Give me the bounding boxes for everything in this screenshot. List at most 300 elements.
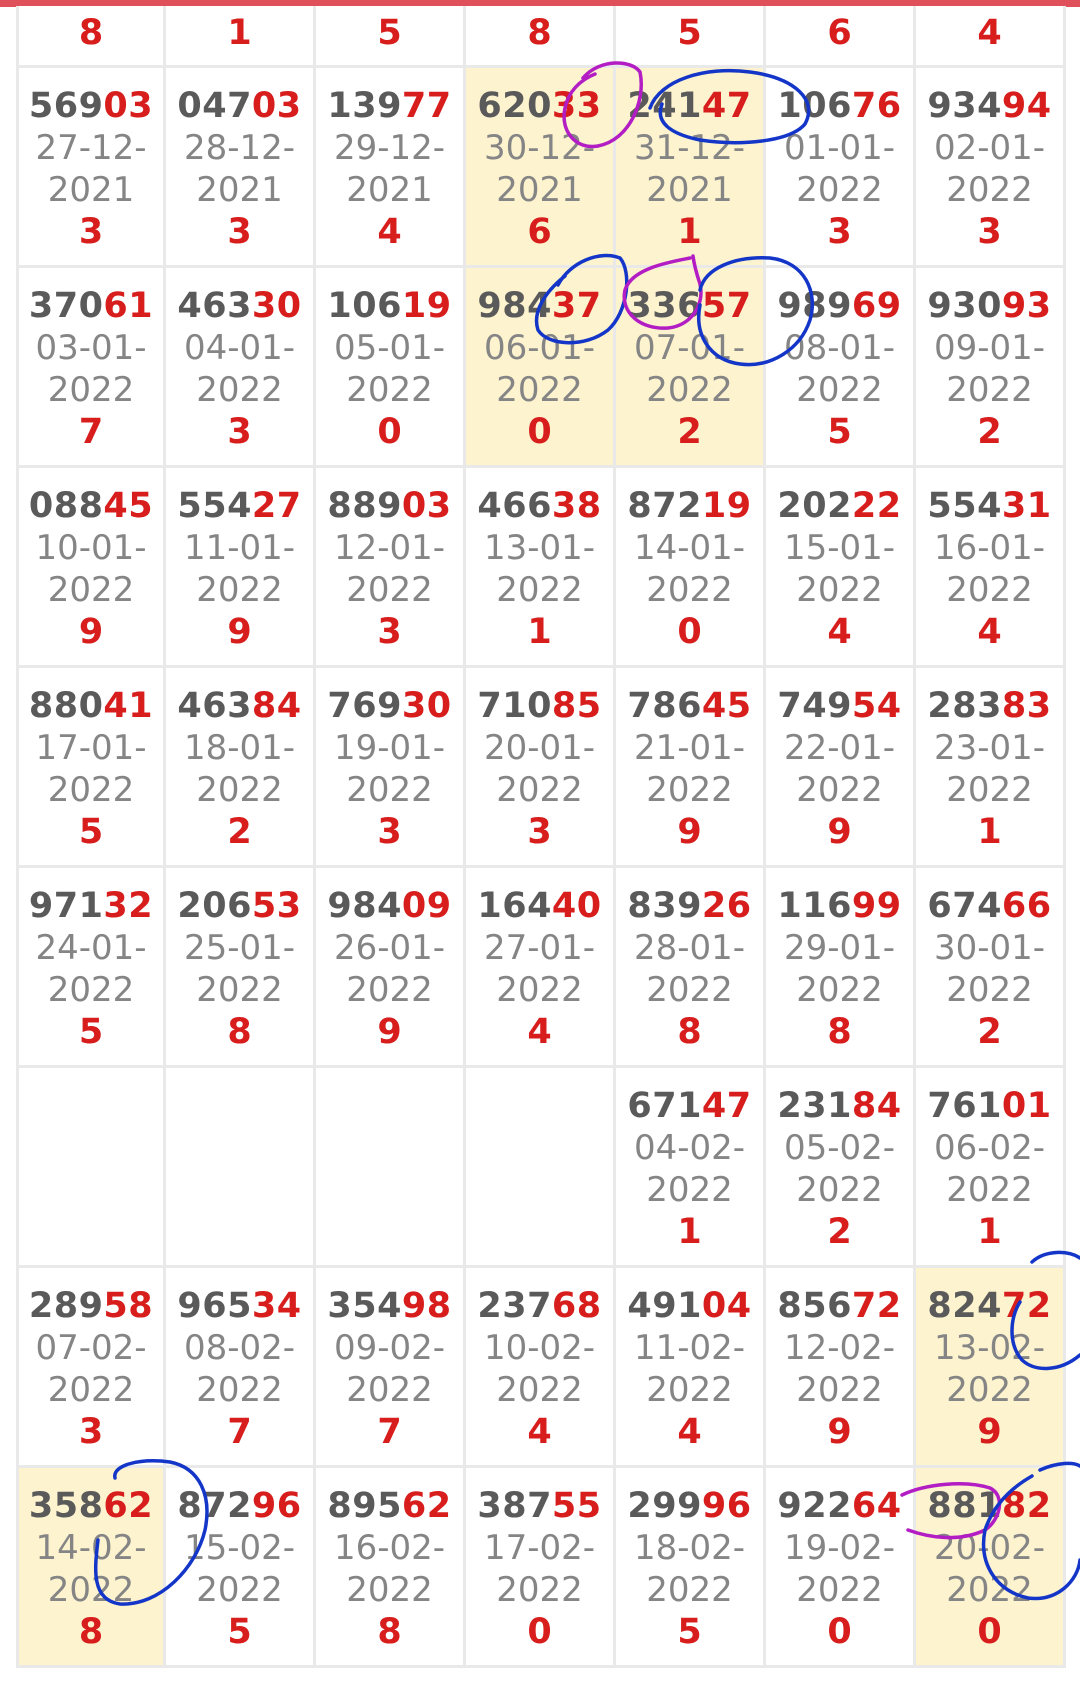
draw-year: 2022 — [946, 769, 1033, 810]
draw-date: 16-02- — [333, 1527, 446, 1568]
draw-date: 02-01- — [933, 127, 1046, 168]
result-digit: 0 — [527, 1611, 552, 1652]
result-digit: 5 — [677, 1611, 702, 1652]
draw-date: 03-01- — [35, 327, 147, 368]
result-digit: 4 — [527, 1011, 552, 1052]
result-digit: 9 — [677, 811, 702, 852]
result-cell — [766, 1468, 916, 1668]
result-digit: 9 — [227, 611, 252, 652]
result-cell — [16, 1468, 166, 1668]
draw-number — [477, 485, 601, 527]
number-suffix: 30 — [401, 685, 452, 726]
result-digit: 3 — [977, 211, 1002, 252]
draw-year: 2022 — [796, 969, 883, 1010]
empty-cell — [466, 1068, 616, 1268]
draw-date: 21-01- — [633, 727, 746, 768]
draw-number — [477, 85, 601, 127]
draw-number — [777, 285, 901, 327]
draw-date: 06-02- — [933, 1127, 1046, 1168]
draw-year: 2022 — [646, 1569, 733, 1610]
result-digit: 5 — [227, 1611, 252, 1652]
result-digit: 5 — [677, 13, 702, 53]
number-prefix: 088 — [28, 485, 104, 526]
draw-year: 2022 — [196, 1369, 283, 1410]
number-suffix: 94 — [1001, 85, 1052, 126]
top-row-cell — [316, 6, 466, 68]
draw-year: 2022 — [496, 769, 583, 810]
number-suffix: 99 — [851, 885, 902, 926]
result-digit: 4 — [377, 211, 402, 252]
draw-number — [177, 285, 301, 327]
empty-cell — [316, 1068, 466, 1268]
number-prefix: 116 — [777, 885, 852, 926]
draw-number — [927, 285, 1051, 327]
draw-date: 13-01- — [483, 527, 596, 568]
number-suffix: 98 — [401, 1285, 452, 1326]
result-cell — [766, 1268, 916, 1468]
number-prefix: 710 — [477, 685, 552, 726]
number-suffix: 62 — [103, 1485, 154, 1526]
draw-date: 18-02- — [633, 1527, 746, 1568]
draw-year: 2022 — [496, 569, 583, 610]
draw-date: 10-02- — [483, 1327, 596, 1368]
draw-number — [777, 685, 901, 727]
number-suffix: 72 — [851, 1285, 902, 1326]
result-cell — [616, 668, 766, 868]
draw-year: 2022 — [646, 569, 733, 610]
result-digit: 7 — [377, 1411, 402, 1452]
draw-year: 2022 — [346, 969, 433, 1010]
result-cell — [766, 68, 916, 268]
draw-date: 08-02- — [183, 1327, 296, 1368]
draw-number — [927, 1485, 1051, 1527]
draw-date: 20-01- — [483, 727, 596, 768]
number-prefix: 241 — [627, 85, 702, 126]
number-suffix: 19 — [401, 285, 452, 326]
draw-number — [327, 85, 451, 127]
draw-date: 14-02- — [35, 1527, 147, 1568]
number-prefix: 554 — [927, 485, 1002, 526]
result-digit: 2 — [227, 811, 252, 852]
draw-date: 08-01- — [783, 327, 896, 368]
result-digit: 4 — [827, 611, 852, 652]
result-digit: 6 — [527, 211, 552, 252]
result-digit: 0 — [677, 611, 702, 652]
number-prefix: 164 — [477, 885, 552, 926]
number-prefix: 491 — [627, 1285, 702, 1326]
result-digit: 2 — [977, 1011, 1002, 1052]
draw-year: 2021 — [196, 169, 283, 210]
result-digit: 0 — [377, 411, 402, 452]
number-prefix: 354 — [327, 1285, 402, 1326]
draw-date: 16-01- — [933, 527, 1046, 568]
number-prefix: 336 — [627, 285, 702, 326]
number-suffix: 84 — [251, 685, 302, 726]
draw-year: 2021 — [346, 169, 433, 210]
number-prefix: 895 — [327, 1485, 402, 1526]
draw-year: 2022 — [646, 1369, 733, 1410]
result-cell — [16, 268, 166, 468]
draw-number — [327, 685, 451, 727]
number-suffix: 84 — [851, 1085, 902, 1126]
number-suffix: 85 — [551, 685, 602, 726]
empty-cell — [166, 1068, 316, 1268]
number-suffix: 61 — [103, 285, 154, 326]
draw-number — [29, 485, 153, 527]
result-cell — [316, 268, 466, 468]
result-cell — [766, 268, 916, 468]
result-cell — [166, 268, 316, 468]
draw-number — [927, 885, 1051, 927]
result-digit: 8 — [78, 1611, 104, 1652]
result-digit: 1 — [227, 13, 252, 53]
draw-date: 14-01- — [633, 527, 746, 568]
draw-year: 2021 — [496, 169, 583, 210]
draw-year: 2022 — [946, 569, 1033, 610]
draw-number — [327, 1485, 451, 1527]
result-cell — [166, 468, 316, 668]
result-cell — [466, 1468, 616, 1668]
number-suffix: 33 — [551, 85, 602, 126]
draw-year: 2022 — [196, 1569, 283, 1610]
result-cell — [916, 68, 1066, 268]
result-digit: 9 — [377, 1011, 402, 1052]
draw-year: 2022 — [496, 369, 583, 410]
draw-number — [777, 1485, 901, 1527]
top-row-cell — [166, 6, 316, 68]
draw-year: 2022 — [646, 969, 733, 1010]
draw-number — [627, 685, 751, 727]
draw-year: 2022 — [196, 369, 283, 410]
result-cell — [616, 468, 766, 668]
top-row-cell — [616, 6, 766, 68]
draw-number — [177, 1485, 301, 1527]
result-cell — [166, 1468, 316, 1668]
result-digit: 3 — [78, 1411, 104, 1452]
draw-number — [627, 85, 751, 127]
result-digit: 1 — [527, 611, 552, 652]
draw-year: 2022 — [346, 369, 433, 410]
result-digit: 7 — [78, 411, 104, 452]
draw-number — [477, 885, 601, 927]
draw-year: 2022 — [496, 1569, 583, 1610]
result-digit: 3 — [227, 211, 252, 252]
result-cell — [16, 1268, 166, 1468]
result-cell — [166, 868, 316, 1068]
result-cell — [766, 1068, 916, 1268]
number-suffix: 19 — [701, 485, 752, 526]
draw-number — [627, 1485, 751, 1527]
result-cell — [616, 1468, 766, 1668]
empty-cell — [16, 1068, 166, 1268]
draw-date: 10-01- — [35, 527, 147, 568]
draw-year: 2022 — [946, 969, 1033, 1010]
draw-date: 05-01- — [333, 327, 446, 368]
result-digit: 8 — [377, 1611, 402, 1652]
result-digit: 2 — [827, 1211, 852, 1252]
result-digit: 8 — [677, 1011, 702, 1052]
number-suffix: 55 — [551, 1485, 602, 1526]
draw-date: 12-02- — [783, 1327, 896, 1368]
number-prefix: 139 — [327, 85, 402, 126]
result-digit: 3 — [227, 411, 252, 452]
draw-number — [29, 685, 153, 727]
draw-date: 19-02- — [783, 1527, 896, 1568]
draw-year: 2022 — [796, 769, 883, 810]
number-prefix: 761 — [927, 1085, 1002, 1126]
draw-date: 19-01- — [333, 727, 446, 768]
result-digit: 8 — [827, 1011, 852, 1052]
draw-year: 2022 — [496, 1369, 583, 1410]
number-prefix: 989 — [777, 285, 852, 326]
draw-year: 2022 — [796, 569, 883, 610]
result-cell — [466, 1268, 616, 1468]
number-prefix: 289 — [28, 1285, 104, 1326]
draw-year: 2022 — [796, 1169, 883, 1210]
number-prefix: 934 — [927, 85, 1002, 126]
number-prefix: 106 — [777, 85, 852, 126]
draw-date: 30-01- — [933, 927, 1046, 968]
draw-date: 29-01- — [783, 927, 896, 968]
number-prefix: 971 — [28, 885, 104, 926]
result-digit: 9 — [977, 1411, 1002, 1452]
draw-number — [777, 885, 901, 927]
result-cell — [616, 868, 766, 1068]
draw-date: 04-02- — [633, 1127, 746, 1168]
result-digit: 8 — [227, 1011, 252, 1052]
draw-year: 2022 — [47, 369, 135, 410]
number-suffix: 93 — [1001, 285, 1052, 326]
number-suffix: 45 — [701, 685, 752, 726]
result-cell — [616, 1068, 766, 1268]
number-suffix: 26 — [701, 885, 752, 926]
draw-year: 2022 — [946, 1369, 1033, 1410]
number-suffix: 57 — [701, 285, 752, 326]
draw-date: 22-01- — [783, 727, 896, 768]
result-digit: 0 — [827, 1611, 852, 1652]
number-suffix: 31 — [1001, 485, 1052, 526]
draw-date: 27-01- — [483, 927, 596, 968]
result-cell — [316, 868, 466, 1068]
draw-number — [777, 85, 901, 127]
number-suffix: 96 — [701, 1485, 752, 1526]
result-digit: 1 — [677, 211, 702, 252]
number-prefix: 769 — [327, 685, 402, 726]
draw-date: 13-02- — [933, 1327, 1046, 1368]
result-cell — [616, 68, 766, 268]
draw-number — [327, 285, 451, 327]
number-suffix: 40 — [551, 885, 602, 926]
number-suffix: 68 — [551, 1285, 602, 1326]
result-digit: 5 — [377, 13, 402, 53]
draw-number — [777, 1285, 901, 1327]
number-suffix: 64 — [851, 1485, 902, 1526]
result-cell — [766, 868, 916, 1068]
result-cell — [916, 868, 1066, 1068]
draw-year: 2022 — [47, 769, 135, 810]
number-prefix: 466 — [477, 485, 552, 526]
result-digit: 3 — [527, 811, 552, 852]
draw-number — [177, 685, 301, 727]
number-prefix: 358 — [28, 1485, 104, 1526]
result-digit: 5 — [78, 1011, 104, 1052]
result-cell — [316, 668, 466, 868]
result-digit: 3 — [377, 811, 402, 852]
draw-number — [627, 885, 751, 927]
result-digit: 2 — [977, 411, 1002, 452]
result-digit: 9 — [827, 1411, 852, 1452]
draw-year: 2022 — [646, 369, 733, 410]
result-cell — [466, 68, 616, 268]
draw-date: 31-12- — [633, 127, 746, 168]
result-cell — [916, 1068, 1066, 1268]
result-digit: 1 — [977, 811, 1002, 852]
number-suffix: 77 — [401, 85, 452, 126]
result-digit: 1 — [977, 1211, 1002, 1252]
draw-number — [29, 85, 153, 127]
draw-number — [777, 485, 901, 527]
number-suffix: 34 — [251, 1285, 302, 1326]
draw-number — [627, 485, 751, 527]
result-cell — [166, 668, 316, 868]
draw-number — [627, 1085, 751, 1127]
draw-date: 17-02- — [483, 1527, 596, 1568]
top-row-cell — [766, 6, 916, 68]
result-cell — [316, 1268, 466, 1468]
result-cell — [466, 868, 616, 1068]
number-suffix: 47 — [701, 85, 752, 126]
number-suffix: 09 — [401, 885, 452, 926]
result-cell — [916, 668, 1066, 868]
draw-number — [177, 885, 301, 927]
draw-number — [177, 485, 301, 527]
number-suffix: 47 — [701, 1085, 752, 1126]
draw-year: 2022 — [946, 369, 1033, 410]
draw-date: 06-01- — [483, 327, 596, 368]
draw-year: 2022 — [796, 169, 883, 210]
draw-date: 27-12- — [35, 127, 147, 168]
number-suffix: 69 — [851, 285, 902, 326]
draw-date: 26-01- — [333, 927, 446, 968]
number-suffix: 45 — [103, 485, 154, 526]
number-suffix: 22 — [851, 485, 902, 526]
draw-date: 29-12- — [333, 127, 446, 168]
number-suffix: 03 — [251, 85, 302, 126]
result-digit: 4 — [527, 1411, 552, 1452]
draw-number — [477, 1285, 601, 1327]
result-digit: 0 — [977, 1611, 1002, 1652]
result-digit: 3 — [78, 211, 104, 252]
draw-date: 04-01- — [183, 327, 296, 368]
number-suffix: 38 — [551, 485, 602, 526]
draw-year: 2022 — [346, 1569, 433, 1610]
result-digit: 8 — [527, 13, 552, 53]
draw-date: 12-01- — [333, 527, 446, 568]
result-cell — [916, 1468, 1066, 1668]
number-prefix: 965 — [177, 1285, 252, 1326]
number-suffix: 58 — [103, 1285, 154, 1326]
number-prefix: 880 — [28, 685, 104, 726]
draw-date: 24-01- — [35, 927, 147, 968]
result-cell — [466, 468, 616, 668]
draw-number — [477, 1485, 601, 1527]
draw-year: 2022 — [496, 969, 583, 1010]
number-suffix: 54 — [851, 685, 902, 726]
draw-number — [777, 1085, 901, 1127]
result-cell — [16, 668, 166, 868]
draw-year: 2022 — [196, 569, 283, 610]
result-digit: 5 — [827, 411, 852, 452]
top-row-cell — [16, 6, 166, 68]
number-prefix: 922 — [777, 1485, 852, 1526]
draw-year: 2022 — [47, 569, 135, 610]
draw-year: 2021 — [47, 169, 135, 210]
number-prefix: 749 — [777, 685, 852, 726]
number-suffix: 30 — [251, 285, 302, 326]
result-cell — [16, 68, 166, 268]
result-cell — [16, 468, 166, 668]
result-cell — [916, 468, 1066, 668]
result-cell — [766, 668, 916, 868]
result-digit: 4 — [677, 1411, 702, 1452]
draw-number — [29, 1285, 153, 1327]
draw-year: 2022 — [47, 1369, 135, 1410]
number-suffix: 62 — [401, 1485, 452, 1526]
result-digit: 4 — [977, 13, 1002, 53]
number-suffix: 37 — [551, 285, 602, 326]
result-digit: 1 — [677, 1211, 702, 1252]
number-suffix: 27 — [251, 485, 302, 526]
top-row-cell — [916, 6, 1066, 68]
draw-date: 07-02- — [35, 1327, 147, 1368]
number-prefix: 872 — [627, 485, 702, 526]
number-prefix: 984 — [327, 885, 402, 926]
number-prefix: 206 — [177, 885, 252, 926]
number-prefix: 387 — [477, 1485, 552, 1526]
draw-date: 09-02- — [333, 1327, 446, 1368]
draw-number — [327, 1285, 451, 1327]
result-digit: 0 — [527, 411, 552, 452]
draw-date: 15-02- — [183, 1527, 296, 1568]
number-prefix: 984 — [477, 285, 552, 326]
draw-number — [29, 885, 153, 927]
number-prefix: 463 — [177, 285, 252, 326]
result-cell — [166, 1268, 316, 1468]
number-prefix: 786 — [627, 685, 702, 726]
result-digit: 4 — [977, 611, 1002, 652]
number-prefix: 671 — [627, 1085, 702, 1126]
draw-year: 2022 — [946, 1169, 1033, 1210]
draw-year: 2022 — [796, 369, 883, 410]
draw-date: 25-01- — [183, 927, 296, 968]
draw-number — [927, 485, 1051, 527]
draw-year: 2021 — [646, 169, 733, 210]
draw-date: 05-02- — [783, 1127, 896, 1168]
number-suffix: 53 — [251, 885, 302, 926]
number-prefix: 881 — [927, 1485, 1002, 1526]
number-prefix: 824 — [927, 1285, 1002, 1326]
number-prefix: 554 — [177, 485, 252, 526]
draw-date: 23-01- — [933, 727, 1046, 768]
draw-date: 28-01- — [633, 927, 746, 968]
result-digit: 5 — [78, 811, 104, 852]
number-suffix: 72 — [1001, 1285, 1052, 1326]
result-cell — [466, 668, 616, 868]
result-digit: 7 — [227, 1411, 252, 1452]
number-prefix: 463 — [177, 685, 252, 726]
draw-date: 20-02- — [933, 1527, 1046, 1568]
draw-number — [29, 1485, 153, 1527]
